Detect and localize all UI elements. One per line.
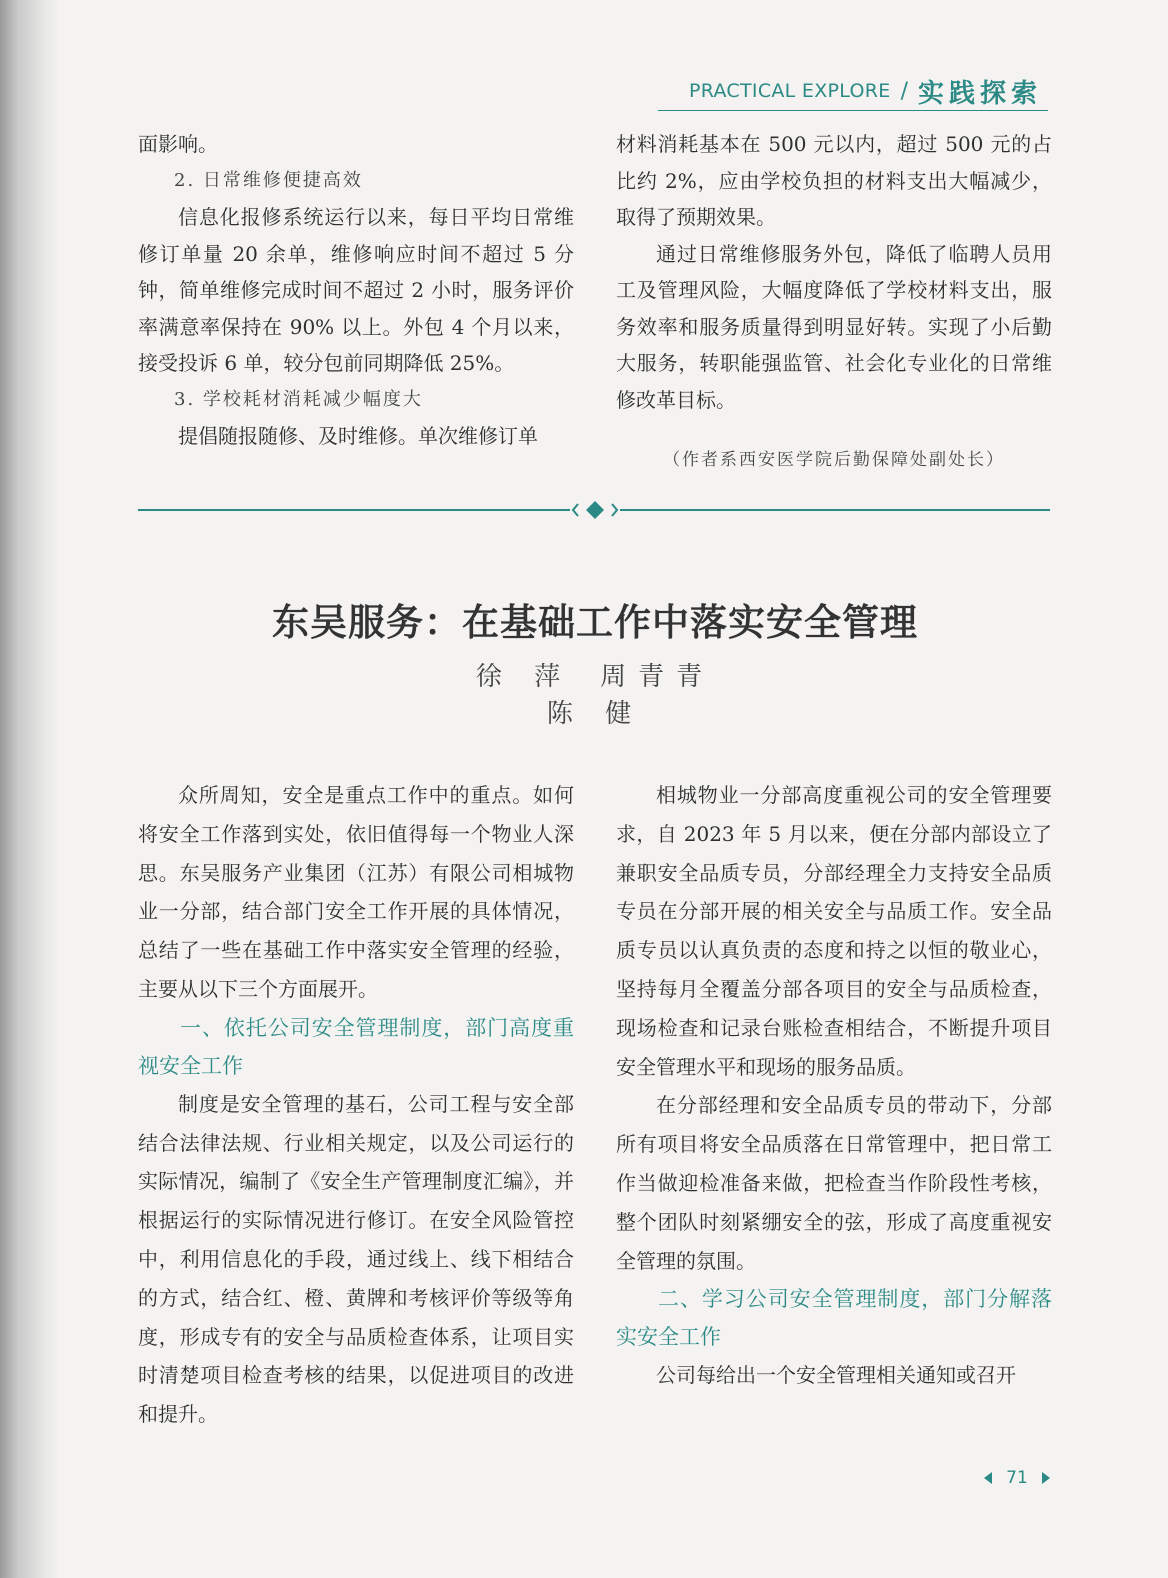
paragraph: 众所周知，安全是重点工作中的重点。如何将安全工作落到实处，依旧值得每一个物业人深思。东吴服务产业集团（江苏）有限公司相城物业一分部，结合部门安全工作开展的具体情况，总结了一些在基础工作中落实安全管理的经验，主要从以下三个方面展开。 — [138, 783, 574, 1001]
subheading: 3. 学校耗材消耗减少幅度大 — [174, 388, 423, 410]
paragraph: 通过日常维修服务外包，降低了临聘人员用工及管理风险，大幅度降低了学校材料支出，服务效率和服务质量得到明显好转。实现了小后勤大服务，转职能强监管、社会化专业化的日常维修改革目标。 — [616, 241, 1052, 412]
author-note: （作者系西安医学院后勤保障处副处长） — [663, 450, 1005, 470]
section-title-separator: / — [900, 78, 908, 104]
prev-article-left-column — [138, 126, 574, 455]
prev-article-right-column — [616, 126, 1052, 479]
paragraph: 材料消耗基本在 500 元以内，超过 500 元的占比约 2%，应由学校负担的材料支出大幅减少，取得了预期效果。 — [616, 132, 1052, 229]
divider-diamond-icon — [570, 498, 620, 522]
paragraph: 相城物业一分部高度重视公司的安全管理要求，自 2023 年 5 月以来，便在分部内部设立了兼职安全品质专员，分部经理全力支持安全品质专员在分部开展的相关安全与品质工作。安全品质专员以认真负责的态度和持之以恒的敬业心，坚持每月全覆盖分部各项目的安全与品质检查，现场检查和记录台账检查相结合，不断提升项目安全管理水平和现场的服务品质。 — [616, 783, 1052, 1079]
page-number-text: 71 — [1006, 1468, 1028, 1488]
author-name: 徐 萍 — [475, 662, 573, 692]
paragraph: 面影响。 — [138, 132, 218, 156]
triangle-right-icon — [1042, 1472, 1050, 1484]
paragraph: 制度是安全管理的基石，公司工程与安全部结合法律法规、行业相关规定，以及公司运行的实际情况，编制了《安全生产管理制度汇编》，并根据运行的实际情况进行修订。在安全风险管控中，利用信息化的手段，通过线上、线下相结合的方式，结合红、橙、黄牌和考核评价等级等角度，形成专有的安全与品质检查体系，让项目实时清楚项目检查考核的结果，以促进项目的改进和提升。 — [138, 1091, 574, 1427]
article-authors — [440, 656, 750, 730]
author-name: 周青青 — [600, 662, 715, 692]
article-title: 东吴服务：在基础工作中落实安全管理 — [272, 601, 918, 644]
subheading: 2. 日常维修便捷高效 — [174, 169, 363, 191]
page-number — [984, 1466, 1050, 1490]
article-left-column — [138, 776, 574, 1434]
paragraph: 信息化报修系统运行以来，每日平均日常维修订单量 20 余单，维修响应时间不超过 5 分钟，简单维修完成时间不超过 2 小时，服务评价率满意率保持在 90% 以上。外包 4 个月以来，接受投诉 6 单，较分包前同期降低 25%。 — [138, 205, 574, 375]
section-title-en: PRACTICAL EXPLORE — [688, 80, 891, 102]
paragraph: 提倡随报随修、及时维修。单次维修订单 — [178, 424, 538, 448]
article-title-wrapper — [264, 592, 926, 646]
section-heading: 二、学习公司安全管理制度，部门分解落实安全工作 — [616, 1287, 1052, 1350]
section-header — [658, 72, 1048, 111]
book-spine-shadow — [0, 0, 60, 1578]
section-heading: 一、依托公司安全管理制度，部门高度重视安全工作 — [138, 1015, 574, 1078]
author-name: 陈 健 — [546, 699, 644, 729]
triangle-left-icon — [984, 1472, 992, 1484]
article-right-column — [616, 776, 1052, 1395]
paragraph: 在分部经理和安全品质专员的带动下，分部所有项目将安全品质落在日常管理中，把日常工作当做迎检准备来做，把检查当作阶段性考核，整个团队时刻紧绷安全的弦，形成了高度重视安全管理的氛围。 — [616, 1093, 1052, 1273]
paragraph: 公司每给出一个安全管理相关通知或召开 — [656, 1363, 1016, 1388]
section-title-cn: 实践探索 — [917, 78, 1042, 109]
